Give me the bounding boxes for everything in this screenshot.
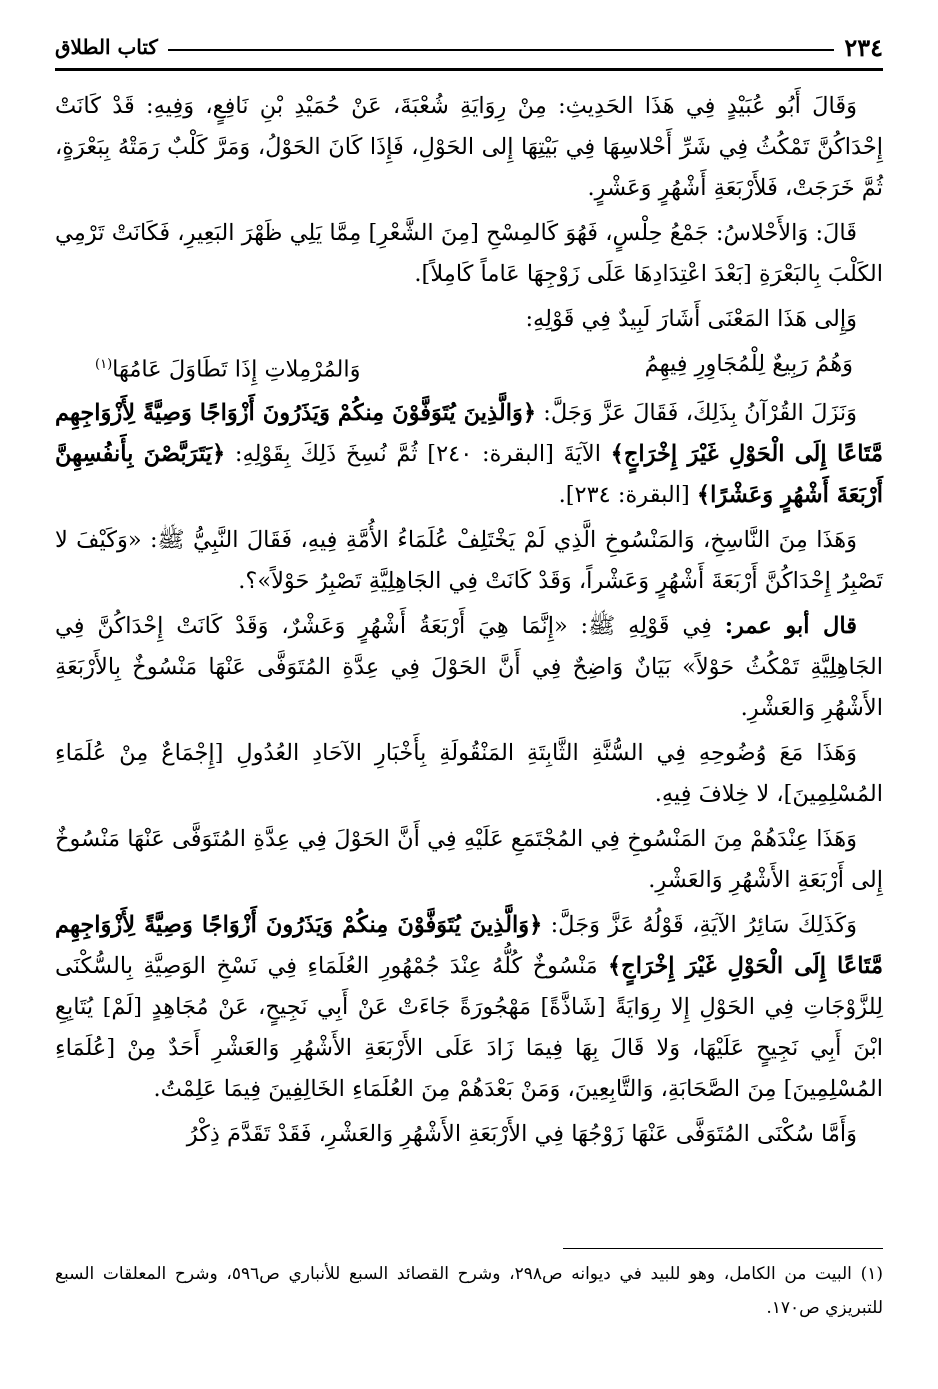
paragraph: وَأَمَّا سُكْنَى المُتَوَفَّى عَنْهَا زَوْجُهَا فِي الأَرْبَعَةِ الأَشْهُرِ وَالعَشْرِ، فَقَدْ تَقَدَّمَ ذِكْرُ — [186, 1120, 857, 1147]
header-divider — [168, 49, 834, 51]
quran-quote: ﴿وَالَّذِينَ يُتَوَفَّوْنَ مِنكُمْ وَيَذَرُونَ أَزْوَاجًا وَصِيَّةً لِأَزْوَاجِهِم مَّتَاعًا إِلَى الْحَوْلِ غَيْرَ إِخْرَاجٍ﴾ — [55, 399, 883, 467]
footnote-separator — [563, 1248, 883, 1249]
paragraph: قال أبو عمر: فِي قَوْلِهِ ﷺ: «إِنَّمَا هِيَ أَرْبَعَةُ أَشْهُرٍ وَعَشْرٌ، وَقَدْ كَانَتْ إِحْدَاكُنَّ فِي الجَاهِلِيَّةِ تَمْكُثُ حَوْلاً» بَيَانٌ وَاضِحٌ فِي أَنَّ الحَوْلَ فِي عِدَّةِ المُتَوَفَّى عَنْهَا مَنْسُوخٌ بِالأَرْبَعَةِ الأَشْهُرِ وَالعَشْرِ. — [55, 612, 883, 721]
verse-hemistich: وَهُمُ رَبِيعٌ لِلْمُجَاوِرِ فِيهِمُ — [644, 351, 853, 377]
header-rule — [55, 68, 883, 71]
paragraph: وَنَزَلَ القُرْآنُ بِذَلِكَ، فَقَالَ عَزَّ وَجَلَّ: ﴿وَالَّذِينَ يُتَوَفَّوْنَ مِنكُمْ وَيَذَرُونَ أَزْوَاجًا وَصِيَّةً لِأَزْوَاجِهِم مَّتَاعًا إِلَى الْحَوْلِ غَيْرَ إِخْرَاجٍ﴾ الآيَةَ [البقرة: ٢٤٠] ثُمَّ نُسِخَ ذَلِكَ بِقَوْلِهِ: ﴿يَتَرَبَّصْنَ بِأَنفُسِهِنَّ أَرْبَعَةَ أَشْهُرٍ وَعَشْرًا﴾ [البقرة: ٢٣٤]. — [55, 399, 883, 508]
paragraph: وَكَذَلِكَ سَائِرُ الآيَةِ، قَوْلُهُ عَزَّ وَجَلَّ: ﴿وَالَّذِينَ يُتَوَفَّوْنَ مِنكُمْ وَيَذَرُونَ أَزْوَاجًا وَصِيَّةً لِأَزْوَاجِهِم مَّتَاعًا إِلَى الْحَوْلِ غَيْرَ إِخْرَاجٍ﴾ مَنْسُوخٌ كُلُّهُ عِنْدَ جُمْهُورِ العُلَمَاءِ فِي نَسْخِ الوَصِيَّةِ بِالسُّكْنَى لِلزَّوْجَاتِ فِي الحَوْلِ إِلا رِوَايَةً [شَاذَّةً] مَهْجُورَةً جَاءَتْ عَنْ أَبِي نَجِيحٍ، عَنْ مُجَاهِدٍ [لَمْ] يُتَابِعِ ابْنَ أَبِي نَجِيحٍ عَلَيْهَا، وَلا قَالَ بِهَا فِيمَا زَادَ عَلَى الأَرْبَعَةِ الأَشْهُرِ وَالعَشْرِ أَحَدٌ مِنْ [عُلَمَاءِ المُسْلِمِينَ] مِنَ الصَّحَابَةِ، وَالتَّابِعِينَ، وَمَنْ بَعْدَهُمْ مِنَ العُلَمَاءِ الخَالِفِينَ فِيمَا عَلِمْتُ. — [55, 911, 883, 1102]
quran-quote: ﴿وَالَّذِينَ يُتَوَفَّوْنَ مِنكُمْ وَيَذَرُونَ أَزْوَاجًا وَصِيَّةً لِأَزْوَاجِهِم مَّتَاعًا إِلَى الْحَوْلِ غَيْرَ إِخْرَاجٍ﴾ — [55, 911, 883, 979]
verse-hemistich: وَالمُرْمِلاتِ إِذَا تَطَاوَلَ عَامُهَا$^{(١)}$ — [95, 356, 361, 383]
footnotes — [55, 1257, 883, 1325]
paragraph: قَالَ: وَالأَحْلاسُ: جَمْعُ حِلْسٍ، فَهُوَ كَالمِسْحِ [مِنَ الشَّعْرِ] مِمَّا يَلِي ظَهْرَ البَعِيرِ، فَكَانَتْ تَرْمِي الكَلْبَ بِالبَعْرَةِ [بَعْدَ اعْتِدَادِهَا عَلَى زَوْجِهَا عَاماً كَامِلاً]. — [55, 220, 883, 287]
paragraph: وَهَذَا مَعَ وُضُوحِهِ فِي السُّنَّةِ الثَّابِتَةِ المَنْقُولَةِ بِأَخْبَارِ الآحَادِ العُدُولِ [إِجْمَاعٌ مِنْ عُلَمَاءِ المُسْلِمِينَ]، لا خِلافَ فِيهِ. — [55, 739, 883, 807]
paragraph: وَهَذَا عِنْدَهُمْ مِنَ المَنْسُوخِ فِي المُجْتَمَعِ عَلَيْهِ فِي أَنَّ الحَوْلَ فِي عِدَّةِ المُتَوَفَّى عَنْهَا مَنْسُوخٌ إِلى أَرْبَعَةِ الأَشْهُرِ وَالعَشْرِ. — [55, 825, 883, 893]
quran-quote: ﴿يَتَرَبَّصْنَ بِأَنفُسِهِنَّ أَرْبَعَةَ أَشْهُرٍ وَعَشْرًا﴾ — [55, 440, 883, 508]
main-text — [55, 86, 883, 1159]
page-header — [55, 30, 883, 64]
page-number: ٢٣٤ — [844, 32, 883, 62]
paragraph: وَإِلى هَذَا المَعْنَى أَشَارَ لَبِيدٌ فِي قَوْلِهِ: — [525, 306, 857, 332]
poetry-verse — [55, 344, 883, 391]
footnote: (١) البيت من الكامل، وهو للبيد في ديوانه ص٢٩٨، وشرح القصائد السبع للأنباري ص٥٩٦، وشرح المعلقات السبع للتبريزي ص١٧٠. — [55, 1264, 883, 1318]
speaker-label: قال أبو عمر: — [724, 612, 857, 639]
paragraph: وَقَالَ أَبُو عُبَيْدٍ فِي هَذَا الحَدِيثِ: مِنْ رِوَايَةِ شُعْبَةَ، عَنْ حُمَيْدِ بْنِ نَافِعٍ، وَفِيهِ: قَدْ كَانَتْ إِحْدَاكُنَّ تَمْكُثُ فِي شَرِّ أَحْلاسِهَا فِي بَيْتِهَا إِلى الحَوْلِ، فَإِذَا كَانَ الحَوْلُ، وَمَرَّ كَلْبٌ رَمَتْهُ بِبَعْرَةٍ، ثُمَّ خَرَجَتْ، فَلأَرْبَعَةِ أَشْهُرٍ وَعَشْرٍ. — [55, 93, 883, 201]
footnote-marker: (١) — [95, 357, 113, 372]
paragraph: وَهَذَا مِنَ النَّاسِخِ، وَالمَنْسُوخِ الَّذِي لَمْ يَخْتَلِفْ عُلَمَاءُ الأُمَّةِ فِيهِ، فَقَالَ النَّبِيُّ ﷺ: «وَكَيْفَ لا تَصْبِرُ إِحْدَاكُنَّ أَرْبَعَةَ أَشْهُرٍ وَعَشْراً، وَقَدْ كَانَتْ فِي الجَاهِلِيَّةِ تَصْبِرُ حَوْلاً»؟. — [55, 526, 883, 594]
running-title: كتاب الطلاق — [55, 35, 158, 59]
